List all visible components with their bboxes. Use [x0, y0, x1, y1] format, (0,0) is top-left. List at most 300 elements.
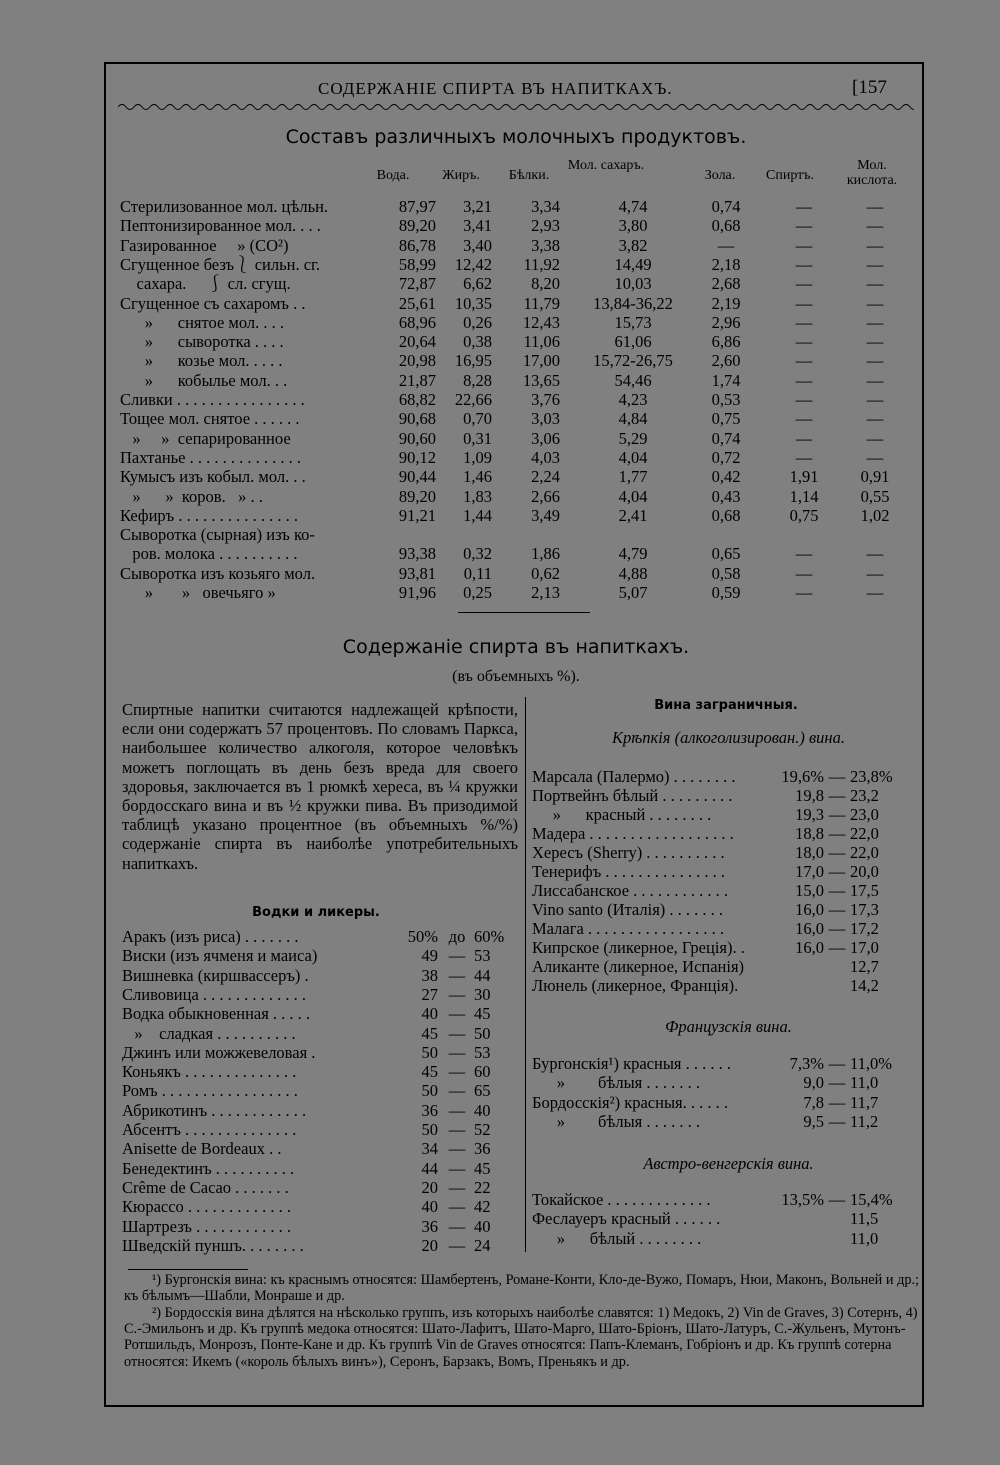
value-separator: — — [828, 1092, 846, 1112]
cell-value: 3,03 — [531, 409, 560, 429]
footnote-rule — [128, 1269, 248, 1270]
row-label: Сливки . . . . . . . . . . . . . . . . — [120, 390, 305, 409]
item-name: Марсала (Палермо) . . . . . . . . — [532, 767, 736, 786]
row-label: Кумысъ изъ кобыл. мол. . . — [120, 467, 306, 487]
table-row — [120, 197, 920, 216]
table-row — [120, 448, 920, 467]
list-item — [122, 1217, 518, 1236]
cell-value: 13,84-36,22 — [593, 293, 673, 313]
cell-value: 0,74 — [711, 428, 741, 448]
value-separator: — — [828, 786, 846, 805]
value-separator: — — [828, 919, 846, 938]
cell-value: 90,12 — [398, 447, 436, 467]
cell-value: — — [795, 235, 813, 255]
list-item — [122, 927, 518, 946]
row-label: » » овечьяго » — [120, 583, 276, 602]
value-from: 18,0 — [795, 843, 824, 862]
row-label: Сыворотка (сырная) изъ ко- — [120, 525, 315, 545]
value-to: 22,0 — [850, 843, 879, 862]
value-from: 19,8 — [795, 786, 824, 805]
milk-table-title: Составъ различныхъ молочныхъ продуктовъ. — [285, 126, 747, 148]
row-label: Сгущенное безъ⎱ сильн. сг. — [120, 254, 321, 274]
cell-value: 0,58 — [711, 563, 741, 583]
item-name: Шартрезъ . . . . . . . . . . . . — [122, 1216, 291, 1236]
cell-value: 6,62 — [463, 274, 492, 294]
value-to: 11,0% — [850, 1054, 893, 1073]
item-name: Кюрассо . . . . . . . . . . . . . — [122, 1197, 292, 1217]
austro-wines-heading: Австро-венгерскія вина. — [643, 1154, 814, 1173]
item-name: Виски (изъ ячменя и маиса) — [122, 946, 318, 966]
wavy-divider — [118, 100, 914, 114]
list-item — [122, 966, 518, 985]
cell-value: — — [866, 409, 884, 429]
vodka-heading: Водки и ликеры. — [252, 905, 380, 920]
cell-value: — — [795, 409, 813, 429]
cell-value: 21,87 — [398, 370, 436, 390]
list-item — [122, 1178, 518, 1197]
row-label: Пахтанье . . . . . . . . . . . . . . — [120, 447, 301, 467]
column-header: Мол. сахаръ. — [567, 158, 645, 173]
list-item — [532, 843, 924, 862]
item-name: Водка обыкновенная . . . . . — [122, 1004, 311, 1024]
cell-value: — — [795, 197, 813, 216]
value-from: 16,0 — [795, 938, 824, 957]
cell-value: 4,23 — [618, 390, 648, 409]
cell-value: 0,38 — [463, 332, 492, 352]
cell-value: 17,00 — [522, 351, 560, 371]
list-item — [122, 1043, 518, 1062]
footnote-2: ²) Бордосскія вина дѣлятся на нѣсколько группъ, изъ которыхъ наиболѣе славятся: 1) Медокъ, 2) Vin de Graves, 3) Сотернъ, 4) С.-Эмильонъ и др. Къ группѣ медока относятся: Шато-Лафитъ, Шато-Марго, Шато-Бріонъ, Шато-Латуръ, С.-Жульенъ, Мутонъ-Ротшильдъ, Монрозъ, Понте-Кане и др. Къ группѣ Vin de Graves относятся: Папъ-Клеманъ, Гобріонъ и др. Къ группѣ сотерна относятся: Икемъ («король бѣлыхъ винъ»), Серонъ, Барзакъ, Вомъ, Преньякъ и др. — [124, 1305, 918, 1370]
item-name: Бордосскія²) красныя. . . . . . — [532, 1092, 729, 1112]
cell-value: 0,72 — [711, 447, 741, 467]
value-separator: — — [828, 1054, 846, 1073]
column-header: Жиръ. — [442, 168, 480, 183]
table-row — [120, 236, 920, 255]
cell-value: 0,43 — [711, 486, 741, 506]
cell-value: 61,06 — [614, 332, 652, 352]
list-item — [532, 881, 924, 900]
value-to: 22 — [474, 1177, 491, 1197]
table-row — [120, 525, 920, 544]
list-item — [532, 767, 924, 786]
value-separator: — — [828, 843, 846, 862]
cell-value: — — [866, 274, 884, 294]
cell-value: 4,88 — [618, 563, 648, 583]
value-to: 53 — [474, 1042, 491, 1062]
value-from: 40 — [421, 1197, 438, 1217]
cell-value: — — [795, 428, 813, 448]
value-separator: — — [828, 1190, 846, 1209]
cell-value: 4,04 — [618, 447, 648, 467]
row-label: Сыворотка изъ козьяго мол. — [120, 563, 316, 583]
value-to: 11,0 — [850, 1073, 879, 1093]
cell-value: 20,98 — [398, 351, 436, 371]
list-item — [532, 1054, 924, 1073]
cell-value: — — [866, 351, 884, 371]
value-to: 65 — [474, 1081, 491, 1101]
cell-value: 91,96 — [398, 583, 436, 602]
value-to: 23,8% — [850, 767, 893, 786]
cell-value: 72,87 — [398, 274, 436, 294]
value-separator: — — [448, 1100, 466, 1120]
item-name: Абрикотинъ . . . . . . . . . . . . — [122, 1100, 307, 1120]
cell-value: 2,19 — [711, 293, 741, 313]
value-to: 11,0 — [850, 1228, 879, 1248]
table-row — [120, 583, 920, 602]
cell-value: 10,03 — [614, 274, 652, 294]
cell-value: 93,38 — [398, 544, 436, 564]
section-divider — [458, 612, 590, 613]
list-item — [122, 946, 518, 965]
value-to: 11,5 — [850, 1209, 879, 1229]
cell-value: 54,46 — [614, 370, 652, 390]
value-to: 14,2 — [850, 976, 879, 995]
intro-paragraph: Спиртные напитки считаются надлежащей крѣпости, если они содержатъ 57 процентовъ. По словамъ Паркса, наибольшее количество алкоголя, которое человѣкъ можетъ поглощать въ день безъ вреда для своего здоровья, заключается въ 1 рюмкѣ хереса, въ ¼ кружки бордосскаго вина и въ ½ кружки пива. Въ призодимой таблицѣ указано процентное (въ объемныхъ %/%) содержаніе спирта въ наиболѣе употребительныхъ напиткахъ. — [122, 700, 518, 873]
value-to: 17,0 — [850, 938, 879, 957]
value-separator: — — [448, 946, 466, 966]
value-separator: — — [828, 824, 846, 843]
cell-value: 89,20 — [398, 486, 436, 506]
cell-value: — — [866, 583, 884, 602]
table-row — [120, 487, 920, 506]
value-from: 50 — [421, 1120, 438, 1139]
value-from: 19,6% — [781, 767, 824, 786]
cell-value: — — [795, 293, 813, 313]
cell-value: 0,70 — [463, 409, 492, 429]
value-separator: — — [828, 767, 846, 786]
value-from: 34 — [421, 1139, 438, 1159]
cell-value: — — [866, 332, 884, 352]
value-separator: — — [828, 805, 846, 824]
book-page — [104, 62, 924, 1407]
list-item — [122, 1159, 518, 1178]
value-from: 20 — [421, 1177, 438, 1197]
value-from: 50 — [421, 1042, 438, 1062]
cell-value: 0,65 — [711, 544, 741, 564]
column-divider — [525, 697, 526, 1252]
cell-value: 5,07 — [618, 583, 648, 602]
list-item — [122, 1081, 518, 1100]
cell-value: — — [795, 216, 813, 236]
value-from: 27 — [421, 984, 438, 1004]
table-row — [120, 255, 920, 274]
row-label: Газированное » (СО²) — [120, 235, 289, 255]
value-to: 24 — [474, 1235, 491, 1255]
cell-value: 1,14 — [789, 486, 819, 506]
cell-value: 3,38 — [531, 235, 560, 255]
value-to: 53 — [474, 946, 491, 966]
cell-value: 3,06 — [531, 428, 560, 448]
list-item — [122, 1197, 518, 1216]
table-row — [120, 216, 920, 235]
table-row — [120, 544, 920, 563]
value-to: 45 — [474, 1004, 491, 1024]
cell-value: 3,40 — [463, 235, 492, 255]
item-name: Шведскій пуншъ. . . . . . . . — [122, 1235, 304, 1255]
value-to: 23,2 — [850, 786, 879, 805]
cell-value: 14,49 — [614, 254, 652, 274]
row-label: » снятое мол. . . . — [120, 312, 284, 332]
list-item — [532, 862, 924, 881]
value-to: 11,7 — [850, 1092, 879, 1112]
cell-value: 12,43 — [522, 312, 560, 332]
cell-value: — — [795, 312, 813, 332]
cell-value: 4,03 — [531, 447, 560, 467]
list-item — [532, 938, 924, 957]
value-separator: — — [448, 1042, 466, 1062]
list-item — [532, 1093, 924, 1112]
cell-value: 2,66 — [531, 486, 560, 506]
spirits-subtitle: (въ объемныхъ %). — [452, 668, 580, 685]
value-separator: — — [448, 1235, 466, 1255]
cell-value: 6,86 — [711, 332, 741, 352]
column-header: Вода. — [376, 168, 410, 183]
cell-value: — — [866, 235, 884, 255]
row-label: » » коров. » . . — [120, 486, 263, 506]
value-to: 12,7 — [850, 957, 879, 976]
value-to: 17,2 — [850, 919, 879, 938]
row-label: » сыворотка . . . . — [120, 332, 284, 352]
item-name: » бѣлыя . . . . . . . — [532, 1111, 701, 1131]
value-separator: — — [448, 1062, 466, 1082]
column-header: Бѣлки. — [508, 168, 550, 183]
row-label: сахара. ⎰ сл. сгущ. — [120, 274, 291, 294]
cell-value: 3,41 — [463, 216, 492, 236]
cell-value: 0,59 — [711, 583, 741, 602]
list-item — [532, 1190, 924, 1209]
cell-value: 4,79 — [618, 544, 648, 564]
item-name: Токайское . . . . . . . . . . . . . — [532, 1190, 711, 1209]
value-from: 45 — [421, 1062, 438, 1082]
cell-value: 4,74 — [618, 197, 648, 216]
item-name: Вишневка (киршвассеръ) . — [122, 965, 309, 985]
item-name: » бѣлый . . . . . . . . — [532, 1228, 702, 1248]
cell-value: 8,20 — [531, 274, 560, 294]
list-item — [532, 805, 924, 824]
cell-value: — — [866, 197, 884, 216]
list-item — [122, 1004, 518, 1023]
item-name: Бенедектинъ . . . . . . . . . . — [122, 1158, 295, 1178]
cell-value: — — [866, 293, 884, 313]
value-separator: — — [828, 1073, 846, 1093]
value-from: 40 — [421, 1004, 438, 1024]
cell-value: 10,35 — [454, 293, 492, 313]
value-separator: — — [448, 1197, 466, 1217]
cell-value: 0,91 — [860, 467, 890, 487]
value-from: 17,0 — [795, 862, 824, 881]
value-from: 38 — [421, 965, 438, 985]
value-to: 15,4% — [850, 1190, 893, 1209]
table-row — [120, 429, 920, 448]
list-item — [122, 1139, 518, 1158]
value-from: 9,0 — [803, 1073, 824, 1093]
item-name: » сладкая . . . . . . . . . . — [122, 1023, 296, 1043]
cell-value: 0,74 — [711, 197, 741, 216]
cell-value: — — [795, 254, 813, 274]
cell-value: — — [795, 563, 813, 583]
item-name: » красный . . . . . . . . — [532, 805, 712, 824]
table-row — [120, 506, 920, 525]
cell-value: — — [866, 563, 884, 583]
value-to: 17,5 — [850, 881, 879, 900]
page-number: [157 — [852, 77, 887, 98]
value-to: 22,0 — [850, 824, 879, 843]
item-name: Аракъ (изъ риса) . . . . . . . — [122, 927, 299, 946]
item-name: Джинъ или можжевеловая . — [122, 1042, 316, 1062]
cell-value: 22,66 — [454, 390, 492, 409]
value-from: 36 — [421, 1216, 438, 1236]
value-separator: — — [448, 1216, 466, 1236]
cell-value: 0,62 — [531, 563, 560, 583]
value-separator: — — [448, 1139, 466, 1159]
cell-value: 90,60 — [398, 428, 436, 448]
row-label: » козье мол. . . . . — [120, 351, 283, 371]
cell-value: 93,81 — [398, 563, 436, 583]
cell-value: 15,72-26,75 — [593, 351, 673, 371]
cell-value: 16,95 — [454, 351, 492, 371]
item-name: Vino santo (Италія) . . . . . . . — [532, 900, 724, 919]
value-from: 50% — [407, 927, 438, 946]
value-to: 17,3 — [850, 900, 879, 919]
column-header: Зола. — [704, 168, 736, 183]
value-from: 13,5% — [781, 1190, 824, 1209]
cell-value: 68,96 — [398, 312, 436, 332]
foreign-wines-heading: Вина заграничныя. — [654, 698, 798, 713]
cell-value: 0,11 — [463, 563, 492, 583]
list-item — [122, 1062, 518, 1081]
item-name: » бѣлыя . . . . . . . — [532, 1073, 701, 1093]
cell-value: — — [795, 544, 813, 564]
value-to: 11,2 — [850, 1111, 879, 1131]
value-separator: — — [828, 862, 846, 881]
cell-value: 58,99 — [398, 254, 436, 274]
item-name: Лиссабанское . . . . . . . . . . . . — [532, 881, 729, 900]
table-row — [120, 313, 920, 332]
cell-value: 3,80 — [618, 216, 648, 236]
table-row — [120, 467, 920, 486]
value-separator: — — [828, 881, 846, 900]
cell-value: 1,77 — [618, 467, 648, 487]
list-item — [532, 1209, 924, 1228]
cell-value: 87,97 — [398, 197, 436, 216]
cell-value: 11,92 — [523, 254, 560, 274]
cell-value: — — [795, 332, 813, 352]
value-to: 50 — [474, 1023, 491, 1043]
cell-value: 91,21 — [398, 505, 436, 525]
cell-value: 0,26 — [463, 312, 492, 332]
cell-value: 3,49 — [531, 505, 560, 525]
item-name: Crême de Cacao . . . . . . . — [122, 1177, 289, 1197]
cell-value: 0,32 — [463, 544, 492, 564]
cell-value: 0,31 — [463, 428, 492, 448]
cell-value: 2,18 — [711, 254, 741, 274]
cell-value: — — [866, 390, 884, 409]
cell-value: 1,91 — [789, 467, 819, 487]
cell-value: 12,42 — [454, 254, 492, 274]
value-to: 30 — [474, 984, 491, 1004]
list-item — [532, 976, 924, 995]
list-item — [122, 1120, 518, 1139]
value-to: 40 — [474, 1100, 491, 1120]
french-wines-heading: Французскія вина. — [665, 1017, 792, 1036]
value-separator: — — [448, 965, 466, 985]
list-item — [122, 1101, 518, 1120]
cell-value: 1,44 — [463, 505, 492, 525]
list-item — [532, 1073, 924, 1092]
cell-value: 86,78 — [398, 235, 436, 255]
item-name: Коньякъ . . . . . . . . . . . . . . — [122, 1062, 297, 1082]
value-separator: — — [828, 900, 846, 919]
value-from: 49 — [421, 946, 438, 966]
cell-value: 0,55 — [860, 486, 890, 506]
spirits-title: Содержаніе спирта въ напиткахъ. — [342, 636, 690, 658]
value-separator: — — [448, 1081, 466, 1101]
value-from: 45 — [421, 1023, 438, 1043]
value-to: 45 — [474, 1158, 491, 1178]
row-label: ров. молока . . . . . . . . . . — [120, 544, 298, 564]
cell-value: — — [795, 274, 813, 294]
list-item — [532, 1112, 924, 1131]
value-from: 50 — [421, 1081, 438, 1101]
cell-value: — — [866, 544, 884, 564]
value-to: 44 — [474, 965, 491, 985]
cell-value: — — [866, 216, 884, 236]
row-label: Сгущенное съ сахаромъ . . — [120, 293, 306, 313]
cell-value: 8,28 — [463, 370, 492, 390]
item-name: Феслауеръ красный . . . . . . — [532, 1209, 721, 1229]
list-item — [122, 1024, 518, 1043]
value-separator: — — [448, 984, 466, 1004]
cell-value: 20,64 — [398, 332, 436, 352]
item-name: Портвейнъ бѣлый . . . . . . . . . — [532, 786, 733, 805]
footnote-1: ¹) Бургонскія вина: къ краснымъ относятся: Шамбертенъ, Романе-Конти, Кло-де-Вужо, Помаръ, Нюи, Маконъ, Вольней и др.; къ бѣлымъ—Шабли, Монраше и др. — [124, 1272, 920, 1305]
cell-value: 1,02 — [860, 505, 890, 525]
value-from: 19,3 — [795, 805, 824, 824]
cell-value: 2,13 — [531, 583, 560, 602]
cell-value: 2,68 — [711, 274, 741, 294]
list-item — [532, 1229, 924, 1248]
value-from: 7,3% — [789, 1054, 824, 1073]
cell-value: 68,82 — [398, 390, 436, 409]
column-header: Мол. кислота. — [846, 158, 898, 188]
value-to: 60% — [474, 927, 505, 946]
cell-value: — — [795, 370, 813, 390]
value-from: 16,0 — [795, 900, 824, 919]
cell-value: — — [866, 254, 884, 274]
value-to: 36 — [474, 1139, 491, 1159]
value-from: 20 — [421, 1235, 438, 1255]
cell-value: — — [795, 447, 813, 467]
value-from: 15,0 — [795, 881, 824, 900]
cell-value: 89,20 — [398, 216, 436, 236]
value-from: 7,8 — [803, 1092, 824, 1112]
cell-value: 3,76 — [531, 390, 560, 409]
item-name: Anisette de Bordeaux . . — [122, 1139, 282, 1159]
row-label: Стерилизованное мол. цѣльн. — [120, 197, 329, 216]
value-from: 36 — [421, 1100, 438, 1120]
table-row — [120, 564, 920, 583]
cell-value: — — [866, 312, 884, 332]
cell-value: — — [795, 583, 813, 602]
cell-value: 11,79 — [523, 293, 560, 313]
cell-value: 2,24 — [531, 467, 560, 487]
item-name: Мадера . . . . . . . . . . . . . . . . . . — [532, 824, 734, 843]
cell-value: 90,68 — [398, 409, 436, 429]
item-name: Малага . . . . . . . . . . . . . . . . . — [532, 919, 725, 938]
cell-value: 0,75 — [711, 409, 741, 429]
value-separator: — — [448, 1120, 466, 1139]
item-name: Бургонскія¹) красныя . . . . . . — [532, 1054, 731, 1073]
